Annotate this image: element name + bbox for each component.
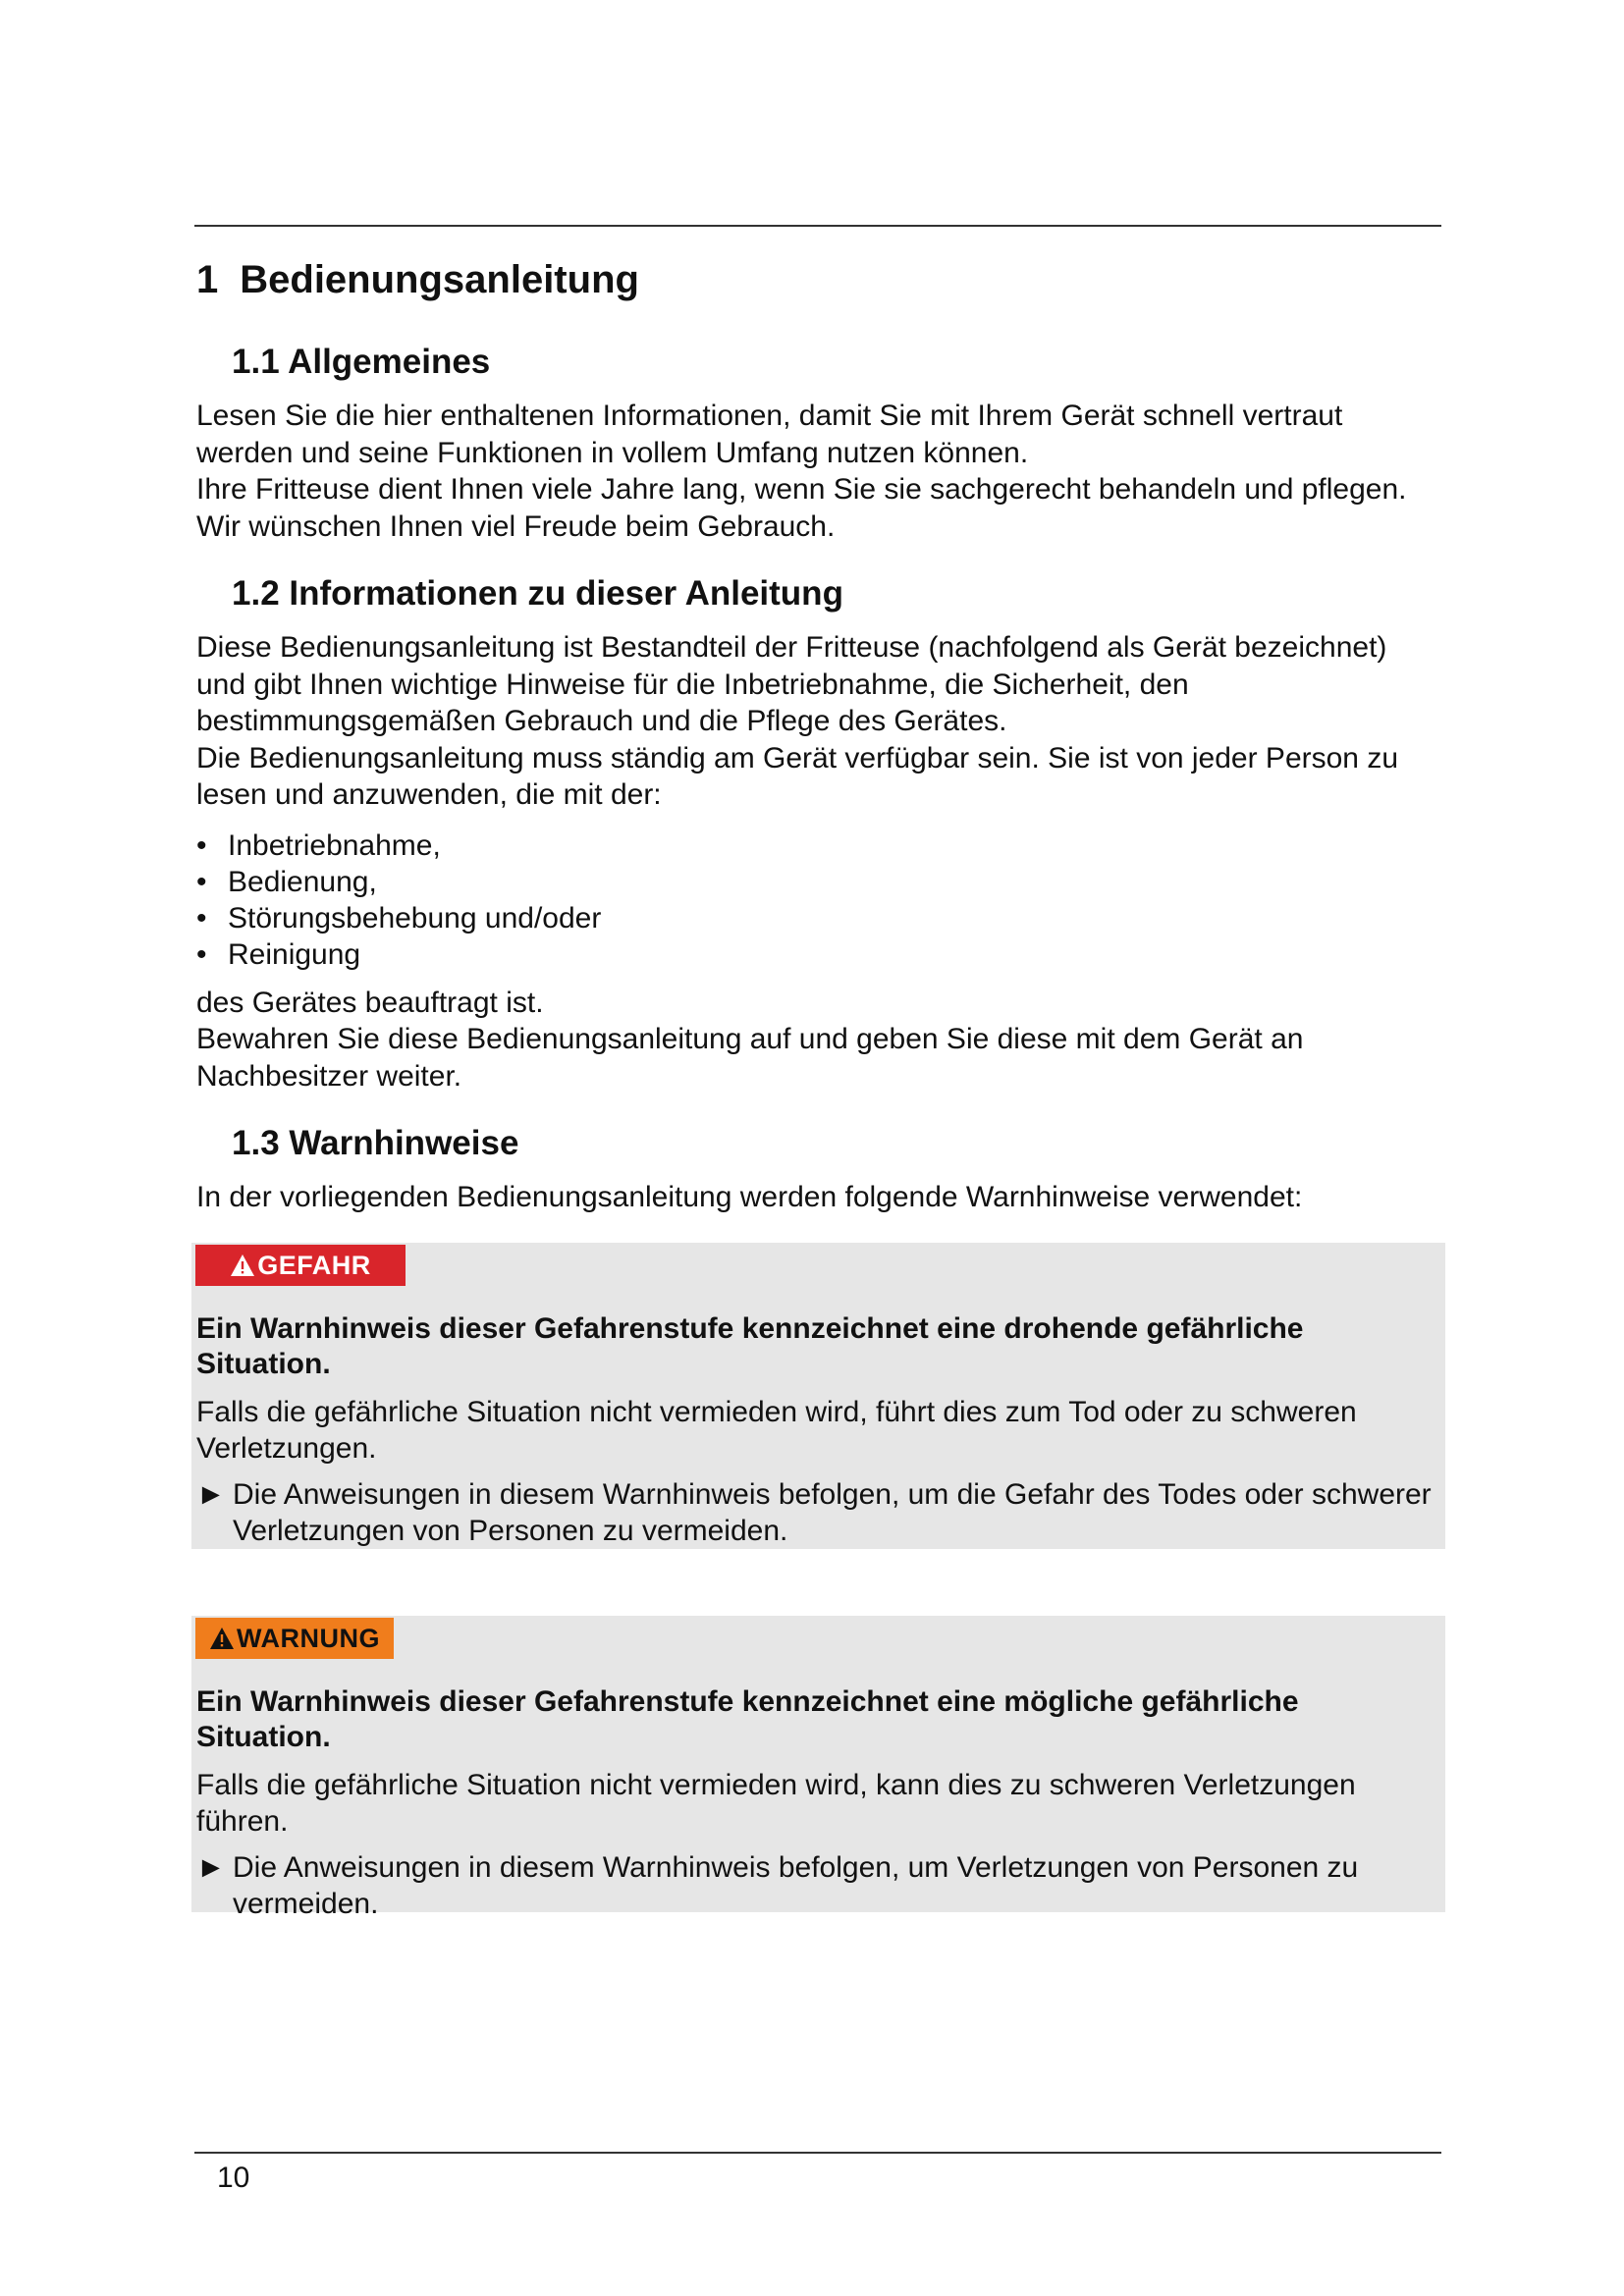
section-heading: 1.2 Informationen zu dieser Anleitung [232, 574, 843, 613]
warning-triangle-icon [209, 1627, 235, 1650]
danger-badge [195, 1245, 406, 1286]
paragraph: Bewahren Sie diese Bedienungsanleitung auf und geben Sie diese mit dem Gerät an Nachbesitzer weiter. [196, 1023, 1304, 1093]
paragraph: Ihre Fritteuse dient Ihnen viele Jahre lang, wenn Sie sie sachgerecht behandeln und pflegen. Wir wünschen Ihnen viel Freude beim Gebrauch. [196, 473, 1407, 543]
paragraph: des Gerätes beauftragt ist. [196, 986, 544, 1019]
warning-badge-label: WARNUNG [237, 1624, 380, 1653]
danger-badge-label: GEFAHR [257, 1251, 371, 1280]
warning-title: Ein Warnhinweis dieser Gefahrenstufe kennzeichnet eine drohende gefährliche Situation. [196, 1312, 1304, 1380]
warning-badge [195, 1618, 394, 1659]
paragraph: Lesen Sie die hier enthaltenen Informationen, damit Sie mit Ihrem Gerät schnell vertraut werden und seine Funktionen in vollem Umfang nutzen können. [196, 400, 1343, 469]
list-item: • Bedienung, [196, 864, 1443, 900]
chapter-title: Bedienungsanleitung [240, 258, 639, 301]
list-item: • Inbetriebnahme, [196, 828, 1443, 864]
warning-text: Falls die gefährliche Situation nicht vermieden wird, führt dies zum Tod oder zu schweren Verletzungen. [196, 1396, 1357, 1465]
page-number: 10 [217, 2162, 250, 2194]
warning-instruction-text: Die Anweisungen in diesem Warnhinweis befolgen, um die Gefahr des Todes oder schwerer Verletzungen von Personen zu vermeiden. [233, 1478, 1432, 1547]
warning-title: Ein Warnhinweis dieser Gefahrenstufe kennzeichnet eine mögliche gefährliche Situation. [196, 1685, 1299, 1753]
section-informationen [196, 570, 1443, 1095]
warning-triangle-icon [230, 1254, 255, 1277]
section-warnhinweise [196, 1120, 1443, 1216]
header-rule [194, 225, 1441, 227]
bullet-list [196, 828, 1443, 973]
warning-instruction [196, 1849, 1434, 1922]
danger-warning-box [191, 1243, 1445, 1549]
page-content [196, 250, 1443, 1216]
footer-rule [194, 2152, 1441, 2154]
section-heading: 1.1 Allgemeines [232, 343, 491, 381]
arrow-right-icon: ► [196, 1851, 226, 1884]
paragraph: Die Bedienungsanleitung muss ständig am Gerät verfügbar sein. Sie ist von jeder Person zu lesen und anzuwenden, die mit der: [196, 741, 1399, 811]
chapter-heading [196, 250, 1443, 309]
list-item: • Reinigung [196, 936, 1443, 973]
warning-instruction-text: Die Anweisungen in diesem Warnhinweis befolgen, um Verletzungen von Personen zu vermeiden. [233, 1851, 1359, 1920]
warning-instruction [196, 1476, 1434, 1549]
section-heading: 1.3 Warnhinweise [232, 1124, 519, 1162]
paragraph: In der vorliegenden Bedienungsanleitung werden folgende Warnhinweise verwendet: [196, 1181, 1303, 1213]
caution-warning-box [191, 1616, 1445, 1920]
warning-text: Falls die gefährliche Situation nicht vermieden wird, kann dies zu schweren Verletzungen führen. [196, 1769, 1356, 1838]
chapter-number: 1 [196, 258, 219, 301]
paragraph: Diese Bedienungsanleitung ist Bestandteil der Fritteuse (nachfolgend als Gerät bezeichnet) und gibt Ihnen wichtige Hinweise für die Inbetriebnahme, die Sicherheit, den bestimmungsgemäßen Gebrauch und die Pflege des Gerätes. [196, 631, 1387, 737]
list-item: • Störungsbehebung und/oder [196, 900, 1443, 936]
section-allgemeines [196, 339, 1443, 545]
arrow-right-icon: ► [196, 1478, 226, 1511]
